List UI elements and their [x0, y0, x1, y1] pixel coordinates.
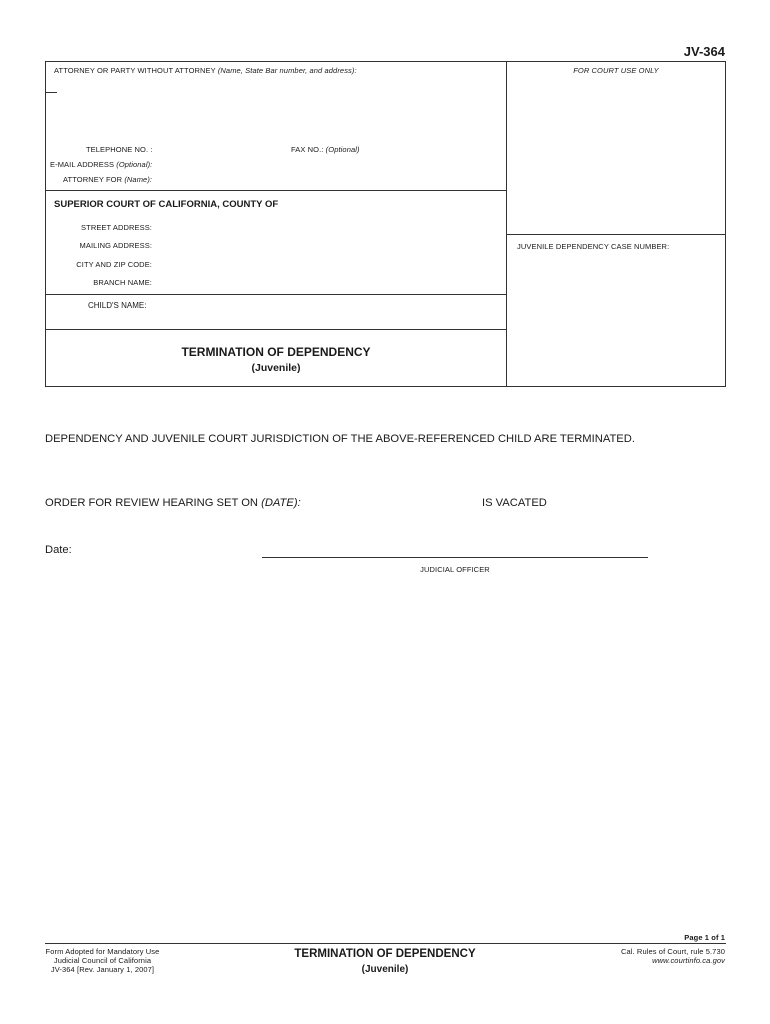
review-hearing-label [45, 497, 301, 509]
city-zip-field[interactable] [158, 258, 498, 270]
email-label-hint: (Optional): [116, 160, 153, 169]
termination-statement: DEPENDENCY AND JUVENILE COURT JURISDICTION OF THE ABOVE-REFERENCED CHILD ARE TERMINATED. [45, 433, 635, 445]
header-box-left [45, 61, 46, 387]
date-field[interactable] [80, 544, 240, 558]
case-number-label: JUVENILE DEPENDENCY CASE NUMBER: [517, 242, 670, 251]
footer-right-1: Cal. Rules of Court, rule 5.730 [621, 947, 725, 956]
header-box-right [725, 61, 726, 387]
header-box-bottom [45, 386, 726, 387]
mailing-field[interactable] [158, 239, 498, 251]
footer-right-2[interactable]: www.courtinfo.ca.gov [652, 956, 725, 965]
email-label [50, 160, 152, 169]
branch-label: BRANCH NAME: [93, 278, 152, 287]
fax-label [291, 145, 360, 154]
footer-rule [45, 943, 726, 944]
child-name-field[interactable] [158, 300, 498, 312]
footer-title: TERMINATION OF DEPENDENCY [294, 948, 476, 960]
signature-line [262, 557, 648, 558]
vacated-label: IS VACATED [482, 497, 547, 509]
attorney-label-hint: (Name, State Bar number, and address): [217, 66, 357, 75]
header-box-divider [506, 61, 507, 387]
street-label: STREET ADDRESS: [81, 223, 152, 232]
form-subtitle: (Juvenile) [251, 362, 301, 374]
court-title: SUPERIOR COURT OF CALIFORNIA, COUNTY OF [54, 199, 279, 210]
attorney-label [54, 66, 357, 75]
case-number-field[interactable] [512, 258, 720, 278]
court-use-divider [506, 234, 726, 235]
child-name-label: CHILD'S NAME: [88, 301, 147, 310]
form-title: TERMINATION OF DEPENDENCY [181, 345, 371, 359]
telephone-label: TELEPHONE NO. : [86, 145, 153, 154]
header-box-top [45, 61, 726, 62]
attorney-for-label [63, 175, 152, 184]
footer-left-1: Form Adopted for Mandatory Use [45, 947, 160, 956]
fax-label-text: FAX NO.: [291, 145, 324, 154]
footer-left-3: JV-364 [Rev. January 1, 2007] [50, 965, 155, 974]
page-number: Page 1 of 1 [684, 933, 725, 942]
court-use-field[interactable] [510, 80, 720, 230]
review-hearing-text: ORDER FOR REVIEW HEARING SET ON [45, 497, 258, 509]
attorney-name-address-field[interactable] [58, 80, 498, 135]
form-id: JV-364 [683, 44, 725, 59]
attorney-for-label-text: ATTORNEY FOR [63, 175, 123, 184]
attorney-section-divider [45, 190, 507, 191]
fax-label-hint: (Optional) [325, 145, 360, 154]
attorney-tick-mark [45, 92, 57, 93]
child-section-divider [45, 329, 507, 330]
telephone-field[interactable] [160, 143, 280, 155]
fax-field[interactable] [365, 143, 495, 155]
attorney-for-label-hint: (Name): [124, 175, 153, 184]
court-section-divider [45, 294, 507, 295]
review-hearing-date-field[interactable] [312, 497, 472, 511]
branch-field[interactable] [158, 276, 498, 288]
mailing-label: MAILING ADDRESS: [79, 241, 152, 250]
email-field[interactable] [160, 158, 495, 170]
judicial-officer-label: JUDICIAL OFFICER [420, 565, 490, 574]
date-label: Date: [45, 544, 72, 556]
footer-subtitle: (Juvenile) [361, 964, 409, 975]
footer-left-2: Judicial Council of California [53, 956, 152, 965]
city-label: CITY AND ZIP CODE: [76, 260, 152, 269]
attorney-label-text: ATTORNEY OR PARTY WITHOUT ATTORNEY [54, 66, 216, 75]
judicial-officer-signature-field[interactable] [262, 540, 648, 556]
attorney-for-field[interactable] [160, 173, 495, 185]
county-field[interactable] [296, 198, 496, 210]
court-use-label: FOR COURT USE ONLY [573, 66, 659, 75]
email-label-text: E-MAIL ADDRESS [50, 160, 115, 169]
review-hearing-date-hint: (DATE): [261, 497, 301, 509]
street-field[interactable] [158, 221, 498, 233]
